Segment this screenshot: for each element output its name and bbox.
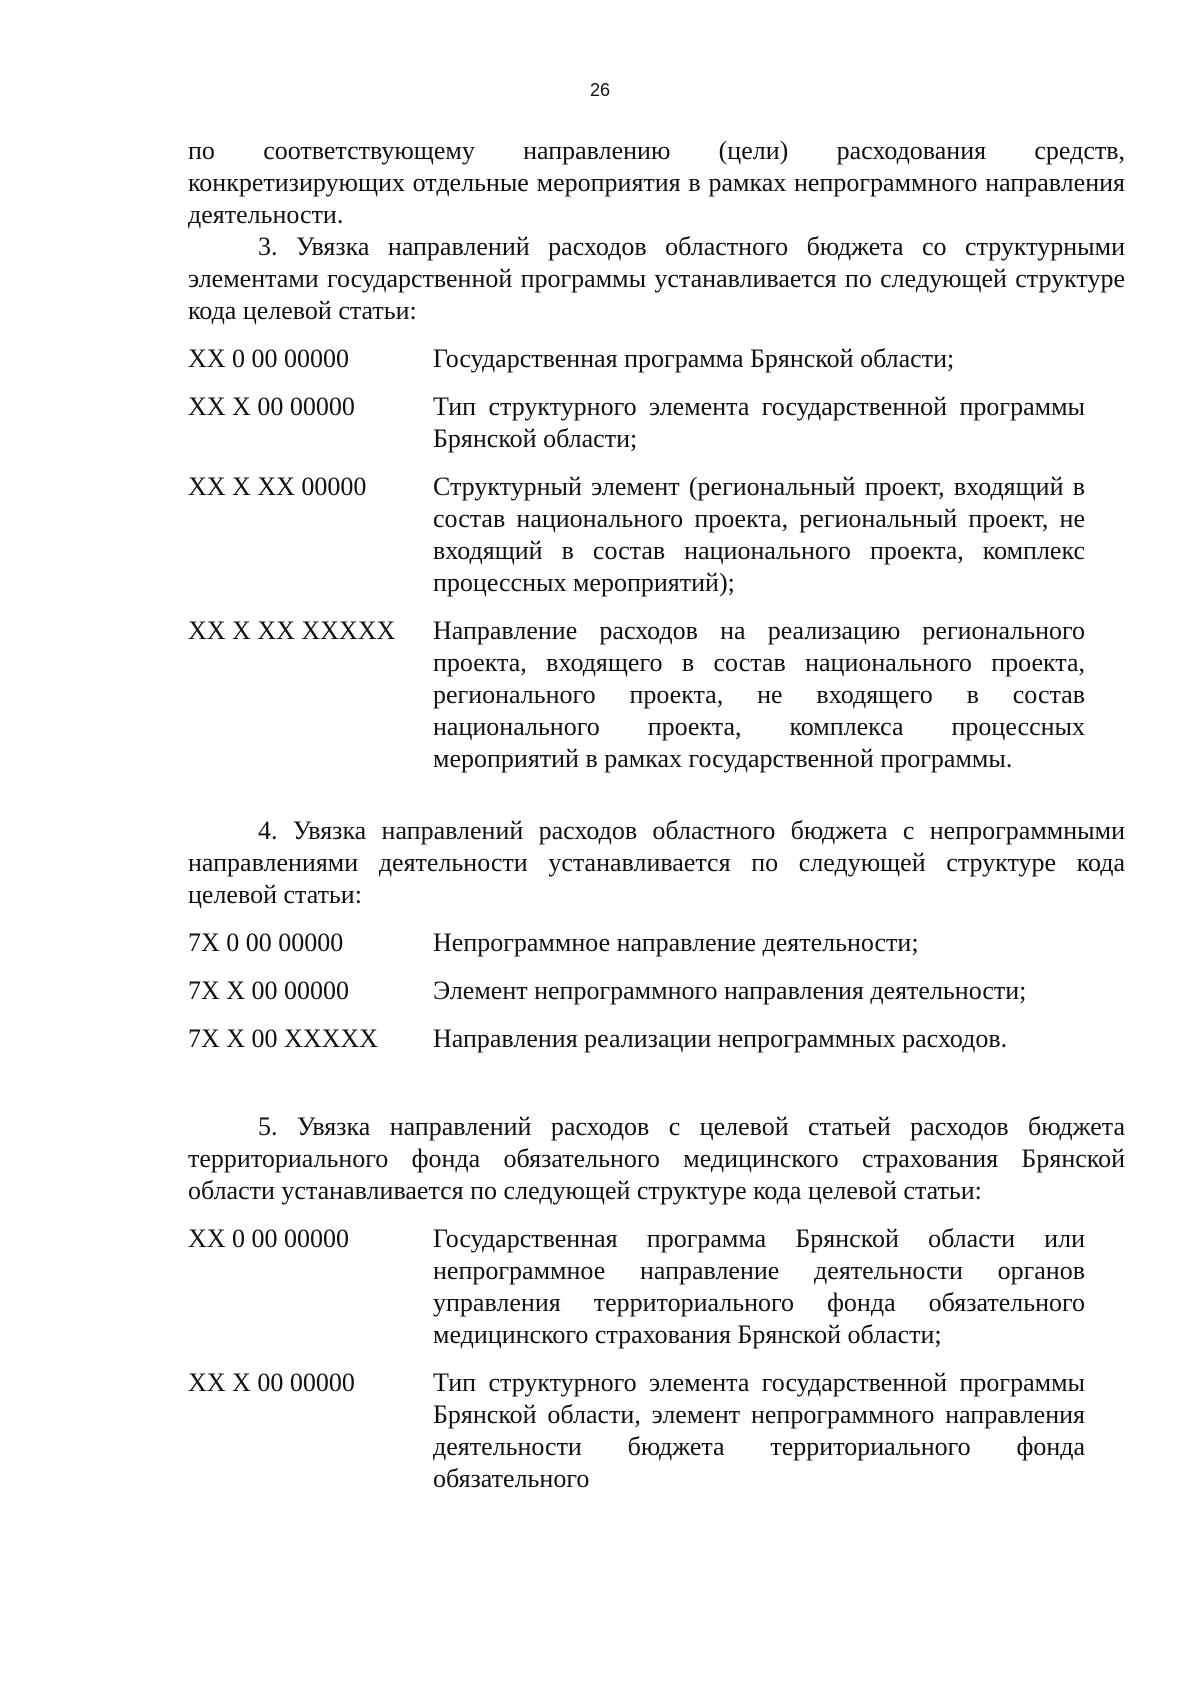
- document-body: [188, 135, 1125, 1495]
- code-row: [188, 1367, 1125, 1495]
- code-pattern: 7X 0 00 00000: [188, 928, 344, 957]
- code-pattern: XX X 00 00000: [188, 1368, 355, 1397]
- code-pattern: XX 0 00 00000: [188, 344, 350, 373]
- code-pattern: XX 0 00 00000: [188, 1224, 350, 1253]
- intro-paragraph: по соответствующему направлению (цели) расходования средств, конкретизирующих отдельные мероприятия в рамках непрограммного направления деятельности.: [188, 136, 1125, 229]
- section-4-heading: 4. Увязка направлений расходов областного бюджета с непрограммными направлениями деятельности устанавливается по следующей структуре кода целевой статьи:: [188, 816, 1125, 909]
- code-row: [188, 391, 1125, 455]
- page-number: 26: [589, 80, 611, 100]
- code-row: [188, 1023, 1125, 1055]
- code-row: [188, 975, 1125, 1007]
- code-description: Тип структурного элемента государственной программы Брянской области, элемент непрограммного направления деятельности бюджета территориального фонда обязательного: [433, 1368, 1085, 1493]
- code-pattern: 7X X 00 00000: [188, 976, 350, 1005]
- code-description: Структурный элемент (региональный проект, входящий в состав национального проекта, региональный проект, не входящий в состав национального проекта, комплекс процессных мероприятий);: [433, 472, 1085, 597]
- code-description: Направления реализации непрограммных расходов.: [433, 1024, 1008, 1053]
- code-pattern: XX X XX XXXXX: [188, 616, 396, 645]
- code-row: [188, 615, 1125, 775]
- code-pattern: XX X 00 00000: [188, 392, 355, 421]
- code-description: Элемент непрограммного направления деятельности;: [433, 976, 1027, 1005]
- code-description: Непрограммное направление деятельности;: [433, 928, 919, 957]
- code-description: Государственная программа Брянской области или непрограммное направление деятельности органов управления территориального фонда обязательного медицинского страхования Брянской области;: [433, 1224, 1085, 1349]
- section-3-heading: 3. Увязка направлений расходов областного бюджета со структурными элементами государственной программы устанавливается по следующей структуре кода целевой статьи:: [188, 232, 1125, 325]
- code-row: [188, 343, 1125, 375]
- section-5-heading: 5. Увязка направлений расходов с целевой статьей расходов бюджета территориального фонда обязательного медицинского страхования Брянской области устанавливается по следующей структуре кода целевой статьи:: [188, 1112, 1125, 1205]
- code-description: Направление расходов на реализацию регионального проекта, входящего в состав национального проекта, регионального проекта, не входящего в состав национального проекта, комплекса процессных мероприятий в рамках государственной программы.: [433, 616, 1085, 773]
- code-pattern: 7X X 00 XXXXX: [188, 1024, 378, 1053]
- code-pattern: XX X XX 00000: [188, 472, 367, 501]
- code-description: Государственная программа Брянской области;: [433, 344, 955, 373]
- code-row: [188, 1223, 1125, 1351]
- code-row: [188, 471, 1125, 599]
- code-row: [188, 927, 1125, 959]
- code-description: Тип структурного элемента государственной программы Брянской области;: [433, 392, 1085, 453]
